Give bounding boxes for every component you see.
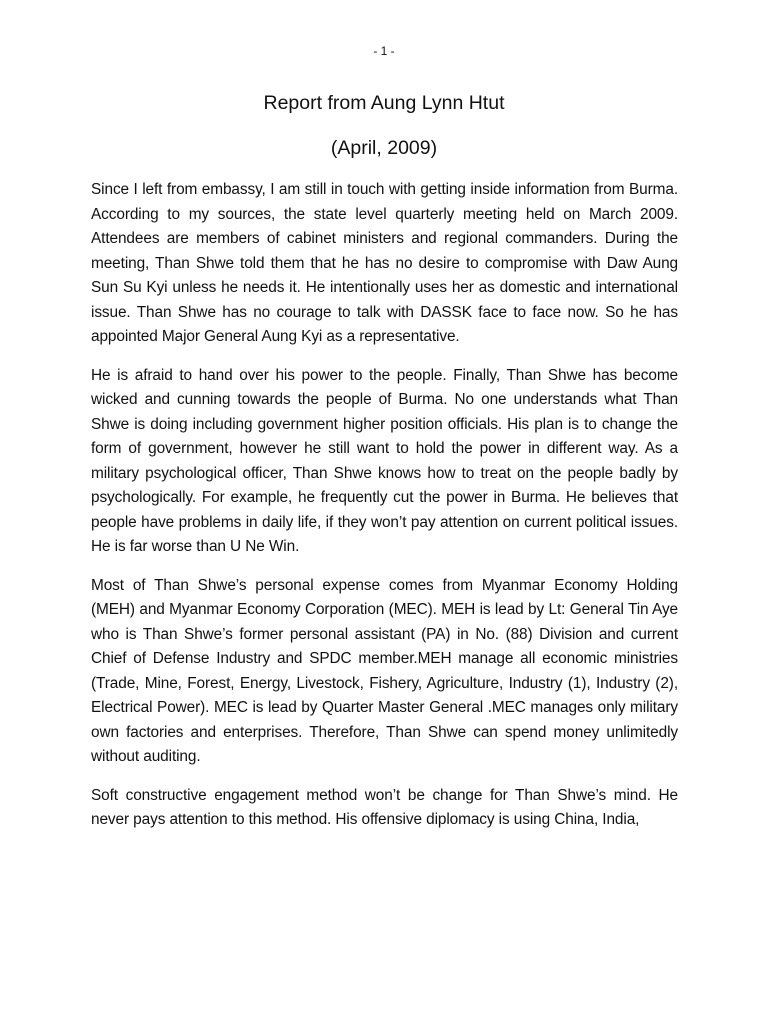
report-body bbox=[91, 178, 678, 847]
paragraph: He is afraid to hand over his power to the people. Finally, Than Shwe has become wicked and cunning towards the people of Burma. No one understands what Than Shwe is doing including government higher position officials. His plan is to change the form of government, however he still want to hold the power in different way. As a military psychological officer, Than Shwe knows how to treat on the people badly by psychologically. For example, he frequently cut the power in Burma. He believes that people have problems in daily life, if they won’t pay attention on current political issues. He is far worse than U Ne Win. bbox=[91, 366, 678, 555]
paragraph: Most of Than Shwe’s personal expense comes from Myanmar Economy Holding (MEH) and Myanmar Economy Corporation (MEC). MEH is lead by Lt: General Tin Aye who is Than Shwe’s former personal assistant (PA) in No. (88) Division and current Chief of Defense Industry and SPDC member.MEH manage all economic ministries (Trade, Mine, Forest, Energy, Livestock, Fishery, Agriculture, Industry (1), Industry (2), Electrical Power). MEC is lead by Quarter Master General .MEC manages only military own factories and enterprises. Therefore, Than Shwe can spend money unlimitedly without auditing. bbox=[91, 576, 678, 765]
paragraph: Soft constructive engagement method won’t be change for Than Shwe’s mind. He never pays attention to this method. His offensive diplomacy is using China, India, bbox=[91, 786, 678, 828]
report-date: (April, 2009) bbox=[330, 137, 438, 159]
page-number: - 1 - bbox=[373, 44, 395, 58]
report-title: Report from Aung Lynn Htut bbox=[263, 92, 505, 114]
paragraph: Since I left from embassy, I am still in touch with getting inside information from Burma. According to my sources, the state level quarterly meeting held on March 2009. Attendees are members of cabinet ministers and regional commanders. During the meeting, Than Shwe told them that he has no desire to compromise with Daw Aung Sun Su Kyi unless he needs it. He intentionally uses her as domestic and international issue. Than Shwe has no courage to talk with DASSK face to face now. So he has appointed Major General Aung Kyi as a representative. bbox=[91, 181, 678, 345]
